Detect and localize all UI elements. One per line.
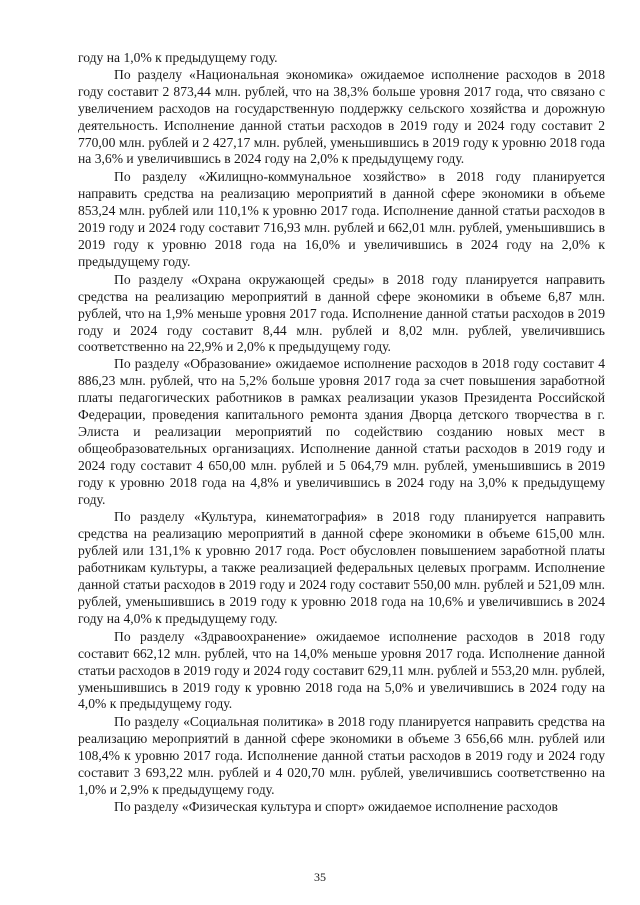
paragraph-culture: По разделу «Культура, кинематография» в 2018 году планируется направить средства на реализацию мероприятий в данной сфере экономики в объеме 615,00 млн. рублей или 131,1% к уровню 2017 года. Рост обусловлен повышением заработной платы работникам культуры, а также реализацией федеральных целевых программ. Исполнение данной статьи расходов в 2019 году и 2024 году составит 550,00 млн. рублей и 521,09 млн. рублей, уменьшившись в 2019 году к уровню 2018 года на 10,6% и увеличившись в 2024 году на 4,0% к предыдущему году. <box>78 509 605 626</box>
paragraph-continuation: году на 1,0% к предыдущему году. <box>78 50 278 65</box>
paragraph-education: По разделу «Образование» ожидаемое исполнение расходов в 2018 году составит 4 886,23 млн. рублей, что на 5,2% больше уровня 2017 года за счет повышения заработной платы педагогических работников в рамках реализации указов Президента Российской Федерации, проведения капитального ремонта здания Дворца детского творчества в г. Элиста и реализации мероприятий по содействию созданию новых мест в общеобразовательных организациях. Исполнение данной статьи расходов в 2019 году и 2024 году составит 4 650,00 млн. рублей и 5 064,79 млн. рублей, уменьшившись в 2019 году к уровню 2018 года на 4,8% и увеличившись в 2024 году на 3,0% к предыдущему году. <box>78 356 605 507</box>
page-number: 35 <box>314 870 326 884</box>
paragraph-sport: По разделу «Физическая культура и спорт» ожидаемое исполнение расходов <box>114 798 558 814</box>
paragraph-national-economy: По разделу «Национальная экономика» ожидаемое исполнение расходов в 2018 году составит 2 873,44 млн. рублей, что на 38,3% больше уровня 2017 года, что связано с увеличением расходов на государственную поддержку сельского хозяйства и дорожную деятельность. Исполнение данной статьи расходов в 2019 году и 2024 году составит 2 770,00 млн. рублей и 2 427,17 млн. рублей, уменьшившись в 2019 году к уровню 2018 года на 3,6% и увеличившись в 2024 году на 2,0% к предыдущему году. <box>78 66 605 167</box>
paragraph-social-policy: По разделу «Социальная политика» в 2018 году планируется направить средства на реализацию мероприятий в данной сфере экономики в объеме 3 656,66 млн. рублей или 108,4% к уровню 2017 года. Исполнение данной статьи расходов в 2019 году и 2024 году составит 3 693,22 млн. рублей и 4 020,70 млн. рублей, увеличившись соответственно на 1,0% и 2,9% к предыдущему году. <box>78 714 605 797</box>
document-body <box>78 50 605 816</box>
paragraph-housing-utilities: По разделу «Жилищно-коммунальное хозяйство» в 2018 году планируется направить средства на реализацию мероприятий в данной сфере экономики в объеме 853,24 млн. рублей или 110,1% к уровню 2017 года. Исполнение данной статьи расходов в 2019 году и 2024 году составит 716,93 млн. рублей и 662,01 млн. рублей, уменьшившись в 2019 году к уровню 2018 года на 16,0% и увеличившись в 2024 году на 2,0% к предыдущему году. <box>78 169 605 269</box>
paragraph-environment: По разделу «Охрана окружающей среды» в 2018 году планируется направить средства на реализацию мероприятий в данной сфере экономики в объеме 6,87 млн. рублей, что на 1,9% меньше уровня 2017 года. Исполнение данной статьи расходов в 2019 году и 2024 году составит 8,44 млн. рублей и 8,02 млн. рублей, увеличившись соответственно на 22,9% и 2,0% к предыдущему году. <box>78 271 605 355</box>
paragraph-healthcare: По разделу «Здравоохранение» ожидаемое исполнение расходов в 2018 году составит 662,12 млн. рублей, что на 14,0% меньше уровня 2017 года. Исполнение данной статьи расходов в 2019 году и 2024 году составит 629,11 млн. рублей и 553,20 млн. рублей, уменьшившись в 2019 году к уровню 2018 года на 5,0% и увеличившись в 2024 году на 4,0% к предыдущему году. <box>78 628 605 712</box>
